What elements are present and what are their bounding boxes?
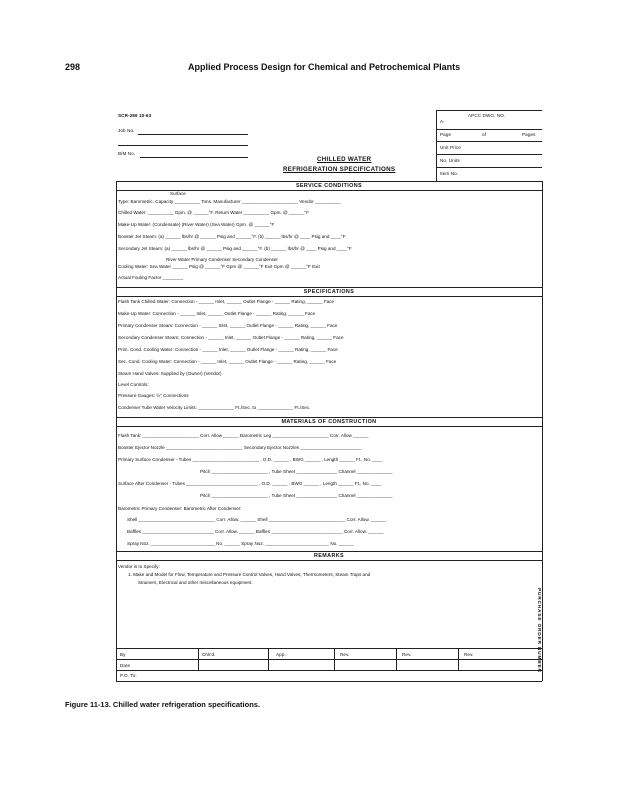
material-row: Pitch ______________________ , Tube Sheet ________________ Channel ______________: [200, 493, 393, 498]
date-label: Date: [120, 663, 131, 668]
chkd-label: Chk'd.: [202, 652, 216, 657]
form-title-line1: CHILLED WATER: [317, 156, 372, 163]
rev-label-3: Rev.: [464, 652, 474, 657]
material-row: Shell ______________________________ Corr. Allow. ______ Shell ______________________________ Corr. Allow. ______: [127, 517, 387, 522]
remarks-line: Strainers, Electrical and other miscellaneous equipment.: [138, 580, 253, 585]
remarks-line: Vendor is to Specify:: [118, 564, 160, 569]
material-row: Flash Tank: ______________________ Corr. Allow ______ Barometric Leg ______________________ Corr. Allow ______: [118, 433, 369, 438]
service-row: Secondary Jet Steam: (a) ______ lbs/hr @ ______ Psig and ______°F. (b) ______ lbs/hr @ ____ Psig and ____°F: [118, 246, 352, 251]
pages-label: Pages: [522, 132, 536, 137]
spec-row: Secondary Condenser Steam: Connection - ______ Inlet, ______ Outlet Flange - ______ Rating, ______ Face: [118, 335, 344, 340]
spec-row: Flash Tank Chilled Water: Connection - ______ Inlet, ______ Outlet Flange - ______ Rating, ______ Face: [118, 299, 335, 304]
spec-row: Level Controls:: [118, 382, 149, 387]
material-row: Baffles ____________________________ Corr. Allow. ______ Baffles ____________________________ Corr. Allow. ______: [127, 529, 384, 534]
by-label: By: [120, 652, 126, 657]
bm-no-label: B/M No.: [118, 151, 136, 156]
service-row: Actual Fouling Factor ________: [118, 275, 184, 280]
book-title: Applied Process Design for Chemical and Petrochemical Plants: [188, 62, 461, 72]
item-no-label: Item No.: [440, 171, 459, 176]
service-row: Cooling Water: Sea Water ______ Psig @ ______°F Gpm @ ______°F Exit Gpm @ ______°F Exit: [118, 264, 320, 269]
page-label: Page: [440, 132, 452, 137]
materials-heading: MATERIALS OF CONSTRUCTION: [281, 419, 377, 425]
apcc-dwg-label: APCC DWG. NO.: [468, 113, 506, 118]
spec-row: Prim. Cond. Cooling Water: Connection - ______ Inlet, ______ Outlet Flange - ______ Rating, ______ Face: [118, 347, 338, 352]
service-conditions-heading: SERVICE CONDITIONS: [295, 183, 363, 189]
spec-row: Steam Hand Valves. Supplied by (Owner) (Vendor): [118, 371, 222, 376]
rev-label-2: Rev.: [402, 652, 412, 657]
of-label: of: [482, 132, 487, 137]
job-no-label: Job No.: [118, 128, 135, 133]
app-label: App.: [276, 652, 286, 657]
material-row: Barometric Primary Condenser: Barometric After Condenser:: [118, 506, 242, 511]
form-code: SCR-286 10-63: [118, 113, 152, 118]
service-row: Make-Up Water: (Condensate) (River Water) (Sea Water) Gpm. @ ______°F: [118, 222, 275, 227]
service-row: River Water Primary Condenser Secondary Condenser: [166, 257, 278, 262]
material-row: Booster Ejector Nozzle ______________________________ Secondary Ejector Nozzles ________________________: [118, 445, 362, 450]
service-row: Surface: [170, 191, 186, 196]
spec-row: Primary Condenser Steam: Connection - ______ Inlet, ______ Outlet Flange - ______ Rating, ______ Face: [118, 323, 338, 328]
specifications-heading: SPECIFICATIONS: [303, 289, 355, 295]
rev-label-1: Rev.: [340, 652, 350, 657]
material-row: Primary Surface Condenser - Tubes __________________________ , O.D. ______ , BWG ______ , Length ______ Ft., No. ____: [118, 457, 383, 462]
remarks-line: 1. Make and Model for Flow, Temperature and Pressure Control Valves, Hand Valves, Thermometers, Steam Traps and: [128, 572, 371, 577]
material-row: Spray Noz. _________________________ No. ______ Spray Noz. _________________________ No. ______: [127, 541, 355, 546]
service-row: Booster Jet Steam: (a) ______ lbs/hr @ ______ Psig and ______°F. (b) ______ lbs/hr @ ____ Psig and ____°F: [118, 234, 346, 239]
form-title-line2: REFRIGERATION SPECIFICATIONS: [283, 166, 396, 173]
service-row: Type: Barometric. Capacity __________ Tons. Manufacturer ______________________ Vendor __________: [118, 199, 341, 204]
material-row: Surface After Condenser - Tubes ____________________________ , O.D. ______ , BWG ______ , Length ______ Ft., No. ____: [118, 481, 382, 486]
purchase-order-number-label: PURCHASE ORDER NUMBER: [536, 588, 541, 673]
spec-row: Sec. Cond. Cooling Water: Connection - ______ Inlet, ______ Outlet Flange - ______ Rating, ______ Face: [118, 359, 337, 364]
no-units-label: No. Units: [440, 158, 460, 163]
unit-price-label: Unit Price: [440, 145, 461, 150]
spec-row: Pressure Gauges: ½" Connections: [118, 393, 189, 398]
service-row: Chilled Water: __________ Gpm. @ ______°F. Return Water __________ Gpm. @ ______°F: [118, 210, 309, 215]
remarks-heading: REMARKS: [313, 553, 345, 559]
page-number: 298: [65, 62, 81, 72]
material-row: Pitch ______________________ , Tube Sheet ________________ Channel ______________: [200, 469, 393, 474]
figure-caption: Figure 11-13. Chilled water refrigeration specifications.: [65, 700, 261, 709]
a-label: A-: [440, 119, 445, 124]
spec-row: Make-Up Water: Connection - ______ Inlet, ______ Outlet Flange - ______ Rating, ______ Face: [118, 311, 316, 316]
spec-row: Condenser Tube Water Velocity Limits: ______________ Ft./Sec. to ______________ Ft./Sec.: [118, 405, 311, 410]
po-to-label: P.O. To:: [120, 673, 137, 678]
